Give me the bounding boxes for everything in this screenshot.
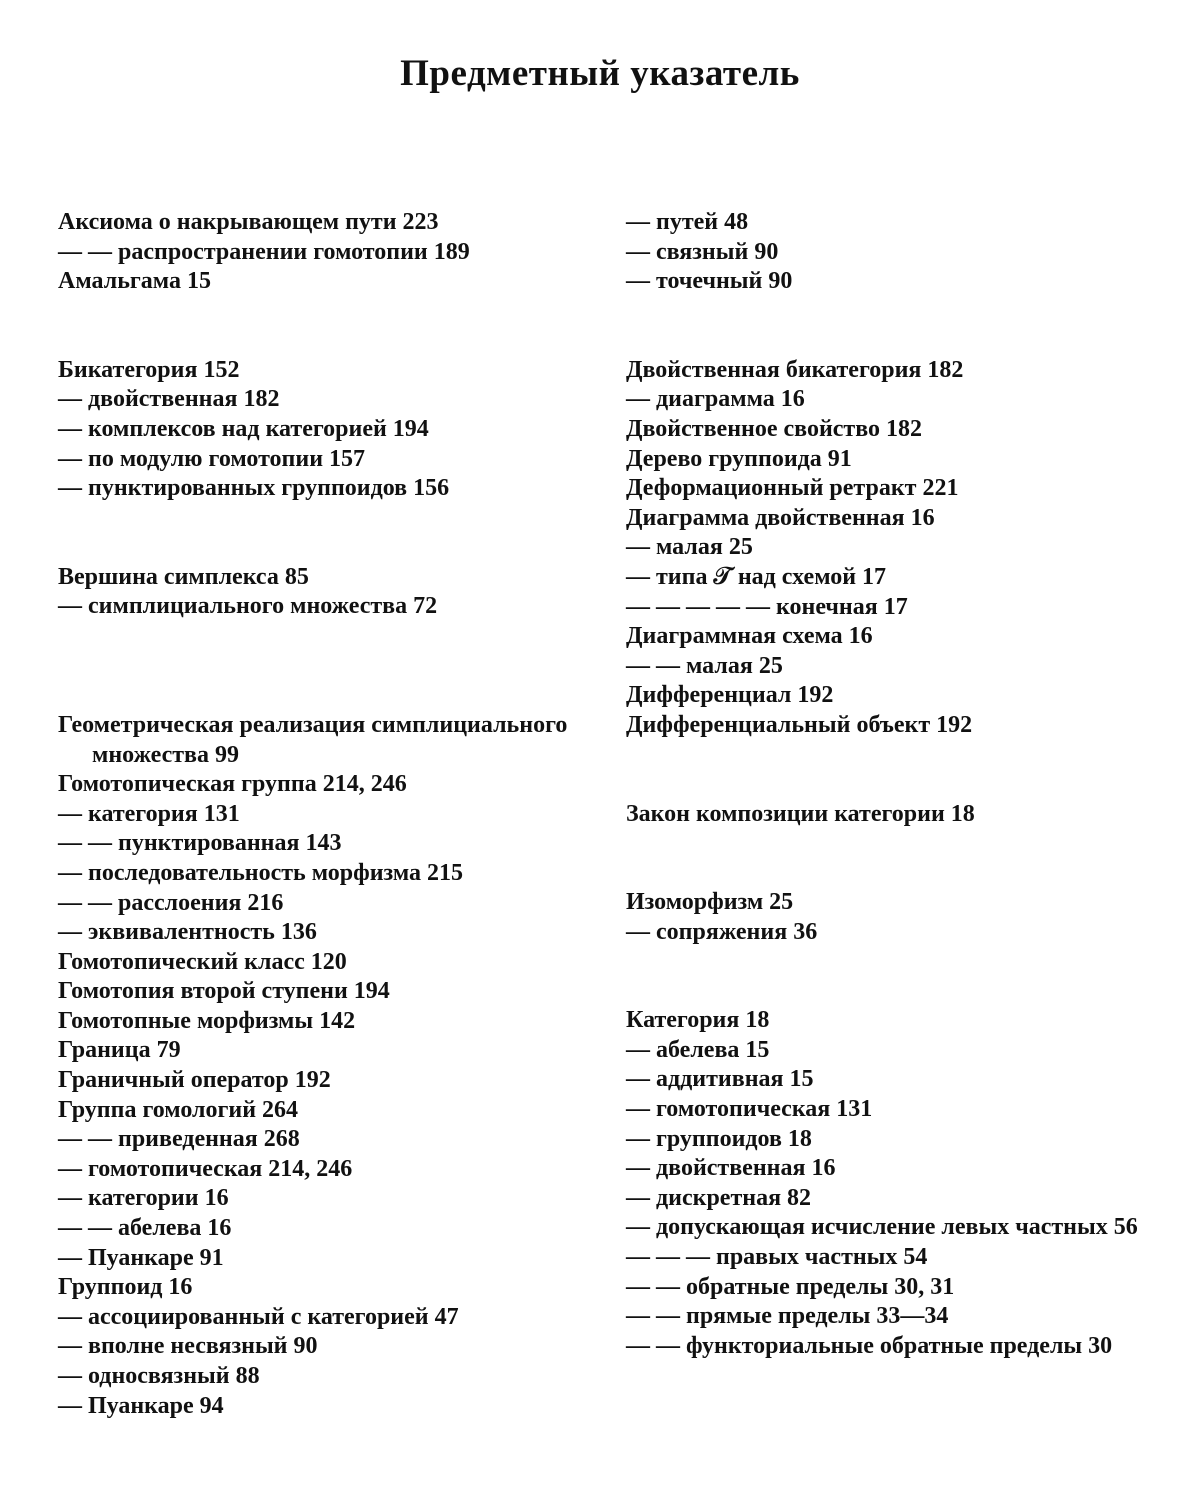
index-entry: — — абелева 16	[58, 1215, 232, 1242]
index-entry: Группа гомологий 264	[58, 1096, 299, 1123]
index-entry: — вполне несвязный 90	[58, 1333, 318, 1360]
index-entry: Аксиома о накрывающем пути 223	[58, 209, 439, 235]
index-entry: Диаграммная схема 16	[626, 623, 873, 650]
index-entry: — гомотопическая 131	[626, 1096, 873, 1123]
index-entry: — типа 𝒯 над схемой 17	[626, 563, 887, 590]
index-entry: — гомотопическая 214, 246	[58, 1155, 353, 1182]
index-entry: Вершина симплекса 85	[58, 563, 309, 590]
index-entry: Категория 18	[626, 1007, 770, 1034]
index-entry: Группоид 16	[58, 1274, 193, 1301]
index-entry: Двойственная бикатегория 182	[626, 356, 964, 383]
index-entry: — — — — — конечная 17	[626, 593, 908, 620]
index-entry: — сопряжения 36	[626, 918, 818, 945]
index-entry: Гомотопический класс 120	[58, 948, 347, 975]
index-group-g	[58, 711, 598, 1421]
index-entry: — допускающая исчисление левых частных 56	[626, 1214, 1138, 1241]
index-entry: — двойственная 182	[58, 386, 280, 413]
index-entry: — по модулю гомотопии 157	[58, 445, 366, 472]
index-entry: — абелева 15	[626, 1036, 770, 1063]
index-entry: — — прямые пределы 33—34	[626, 1303, 949, 1330]
index-entry: Гомотопия второй ступени 194	[58, 978, 390, 1005]
index-entry: Гомотопные морфизмы 142	[58, 1007, 356, 1034]
index-entry: — Пуанкаре 91	[58, 1244, 224, 1271]
index-group-i	[626, 888, 1146, 947]
index-entry: — связный 90	[626, 238, 779, 265]
index-entry: Геометрическая реализация симплициального множества 99	[58, 711, 568, 768]
index-entry: — путей 48	[626, 209, 749, 235]
index-entry: — пунктированных группоидов 156	[58, 475, 450, 502]
index-entry: Двойственное свойство 182	[626, 415, 923, 442]
index-entry: Амальгама 15	[58, 268, 211, 295]
index-entry: Бикатегория 152	[58, 356, 240, 383]
index-entry: Диаграмма двойственная 16	[626, 504, 935, 531]
index-column-right	[626, 208, 1146, 1361]
index-entry: — — — правых частных 54	[626, 1244, 928, 1271]
index-group-b	[58, 356, 598, 504]
index-entry: — диаграмма 16	[626, 386, 805, 413]
index-entry: Дифференциал 192	[626, 682, 834, 709]
index-entry: — группоидов 18	[626, 1125, 812, 1152]
index-entry: — категории 16	[58, 1185, 229, 1212]
index-entry: — — пунктированная 143	[58, 830, 342, 857]
index-group-d	[626, 356, 1146, 741]
index-column-left	[58, 208, 598, 1421]
index-entry: Дерево группоида 91	[626, 445, 852, 472]
index-entry: Дифференциальный объект 192	[626, 711, 973, 738]
index-entry: — малая 25	[626, 534, 753, 561]
index-entry: Закон композиции категории 18	[626, 800, 975, 827]
index-group-g-cont	[626, 208, 1146, 297]
index-group-v	[58, 563, 598, 622]
index-entry: Гомотопическая группа 214, 246	[58, 771, 407, 798]
index-entry: — эквивалентность 136	[58, 919, 317, 946]
index-entry: — односвязный 88	[58, 1363, 260, 1389]
index-entry: — — приведенная 268	[58, 1126, 300, 1153]
index-entry: — комплексов над категорией 194	[58, 415, 429, 442]
index-entry: — — расслоения 216	[58, 889, 284, 916]
index-entry: — категория 131	[58, 800, 240, 827]
index-entry: — — функториальные обратные пределы 30	[626, 1332, 1113, 1359]
index-entry: — аддитивная 15	[626, 1066, 814, 1093]
index-entry: — Пуанкаре 94	[58, 1392, 224, 1419]
index-entry: — двойственная 16	[626, 1155, 836, 1182]
index-entry: — — обратные пределы 30, 31	[626, 1273, 955, 1300]
page-title: Предметный указатель	[400, 53, 800, 94]
index-entry: Деформационный ретракт 221	[626, 475, 959, 502]
index-entry: Изоморфизм 25	[626, 889, 794, 916]
index-entry: Граница 79	[58, 1037, 181, 1064]
index-group-z	[626, 800, 1146, 830]
index-entry: — — малая 25	[626, 652, 783, 679]
index-entry: — симплициального множества 72	[58, 593, 438, 620]
index-entry: — ассоциированный с категорией 47	[58, 1303, 459, 1330]
index-entry: — дискретная 82	[626, 1184, 812, 1211]
index-entry: — точечный 90	[626, 268, 793, 295]
index-entry: — — распространении гомотопии 189	[58, 238, 470, 265]
index-entry: — последовательность морфизма 215	[58, 859, 464, 886]
index-entry: Граничный оператор 192	[58, 1067, 331, 1094]
index-group-k	[626, 1006, 1146, 1361]
index-group-a	[58, 208, 598, 297]
